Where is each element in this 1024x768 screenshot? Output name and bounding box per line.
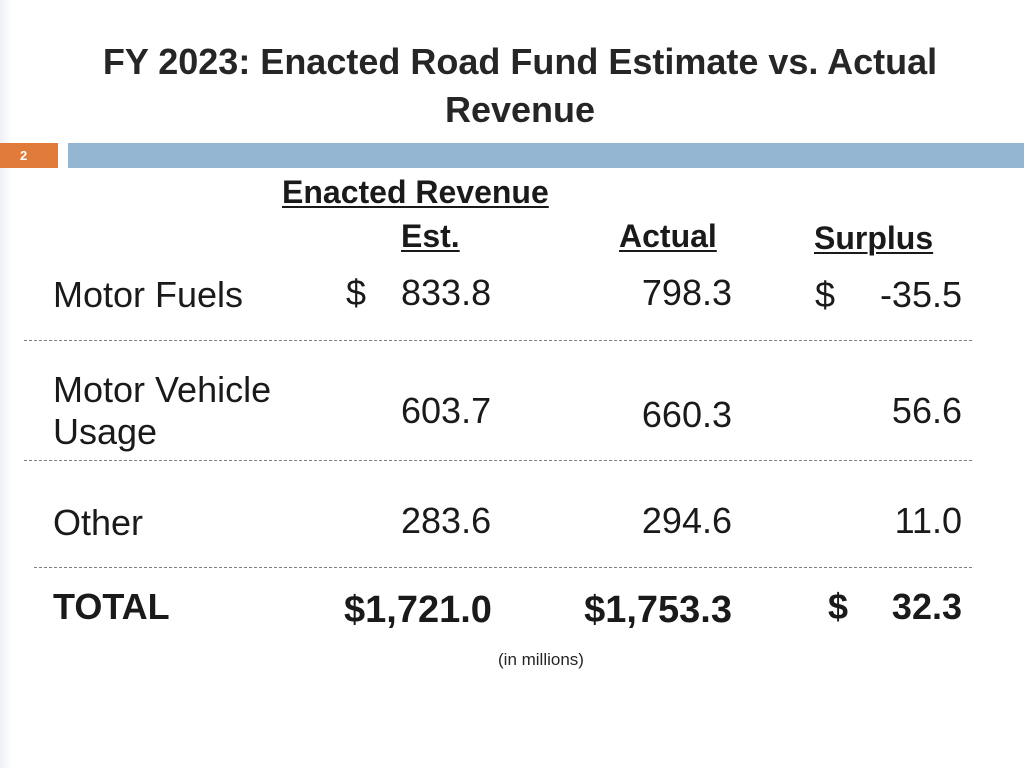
header-estimate-line1: Enacted Revenue <box>282 174 549 210</box>
row-surplus-value: 11.0 <box>894 500 962 541</box>
slide-left-edge <box>0 0 12 768</box>
row-actual-value: 798.3 <box>641 272 732 313</box>
row-label-motor-vehicle-line1: Motor Vehicle <box>53 369 272 410</box>
total-actual-value: $1,753.3 <box>584 589 732 631</box>
row-separator <box>34 567 972 568</box>
total-estimate-value: $1,721.0 <box>344 589 492 631</box>
row-separator <box>24 340 972 341</box>
units-note: (in millions) <box>498 650 584 669</box>
row-surplus-currency: $ <box>815 274 836 315</box>
row-label-other: Other <box>53 502 144 543</box>
row-surplus-value: -35.5 <box>879 274 962 315</box>
slide-title: FY 2023: Enacted Road Fund Estimate vs. Actual Revenue <box>102 41 938 130</box>
slide-number-badge: 2 <box>0 143 58 168</box>
header-surplus: Surplus <box>814 220 934 256</box>
row-actual-value: 660.3 <box>641 394 732 435</box>
total-label: TOTAL <box>53 586 170 627</box>
total-surplus-currency: $ <box>828 586 849 627</box>
row-estimate-value: 603.7 <box>401 390 492 431</box>
row-separator <box>24 460 972 461</box>
row-actual-value: 294.6 <box>641 500 732 541</box>
header-actual: Actual <box>619 218 717 254</box>
row-surplus-value: 56.6 <box>891 390 962 431</box>
row-estimate-value: 833.8 <box>401 272 492 313</box>
total-surplus-value: 32.3 <box>891 586 962 627</box>
row-label-motor-fuels: Motor Fuels <box>53 274 244 315</box>
row-estimate-currency: $ <box>346 272 367 313</box>
row-estimate-value: 283.6 <box>401 500 492 541</box>
row-label-motor-vehicle-line2: Usage <box>53 411 158 452</box>
header-estimate-line2: Est. <box>401 218 460 254</box>
title-accent-bar <box>68 143 1024 168</box>
